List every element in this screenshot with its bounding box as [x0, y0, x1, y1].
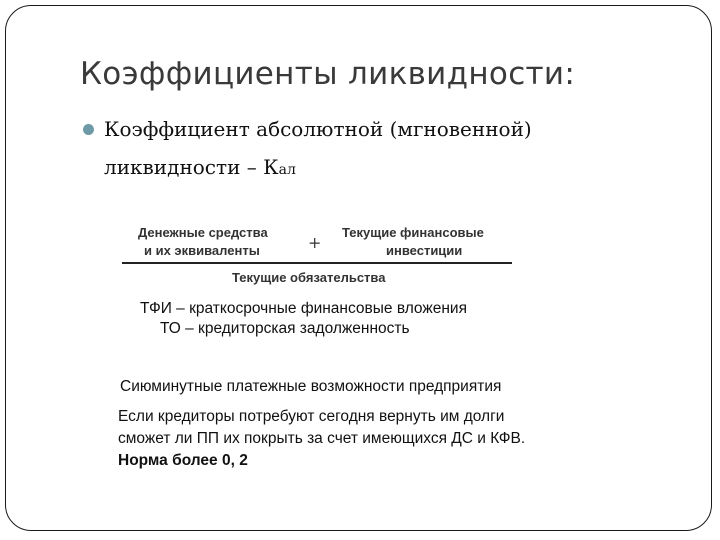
- note-question-line-2: сможет ли ПП их покрыть за счет имеющихся ДС и КФВ.: [118, 430, 526, 447]
- formula-numerator-right-line-1: Текущие финансовые: [342, 225, 484, 240]
- formula-numerator-left-line-1: Денежные средства: [138, 225, 268, 240]
- formula-plus-sign: +: [308, 233, 322, 252]
- note-to: ТО – кредиторская задолженность: [160, 320, 410, 337]
- note-question-line-1: Если кредиторы потребуют сегодня вернуть им долги: [118, 408, 505, 425]
- bullet-text-line-2: [104, 155, 296, 179]
- formula-fraction-bar: [122, 262, 512, 264]
- note-norm: Норма более 0, 2: [118, 452, 248, 469]
- bullet-icon: [83, 124, 94, 135]
- note-tfi: ТФИ – краткосрочные финансовые вложения: [140, 300, 467, 317]
- formula-denominator: Текущие обязательства: [232, 270, 386, 285]
- formula-numerator-right-line-2: инвестиции: [386, 243, 463, 258]
- bullet-text-prefix: ликвидности – К: [104, 155, 279, 179]
- bullet-subscript: ал: [278, 162, 296, 178]
- slide-title: Коэффициенты ликвидности:: [80, 56, 576, 92]
- note-meaning: Сиюминутные платежные возможности предприятия: [120, 378, 502, 395]
- formula-numerator-left-line-2: и их эквиваленты: [144, 243, 260, 258]
- bullet-text-line-1: Коэффициент абсолютной (мгновенной): [104, 117, 532, 141]
